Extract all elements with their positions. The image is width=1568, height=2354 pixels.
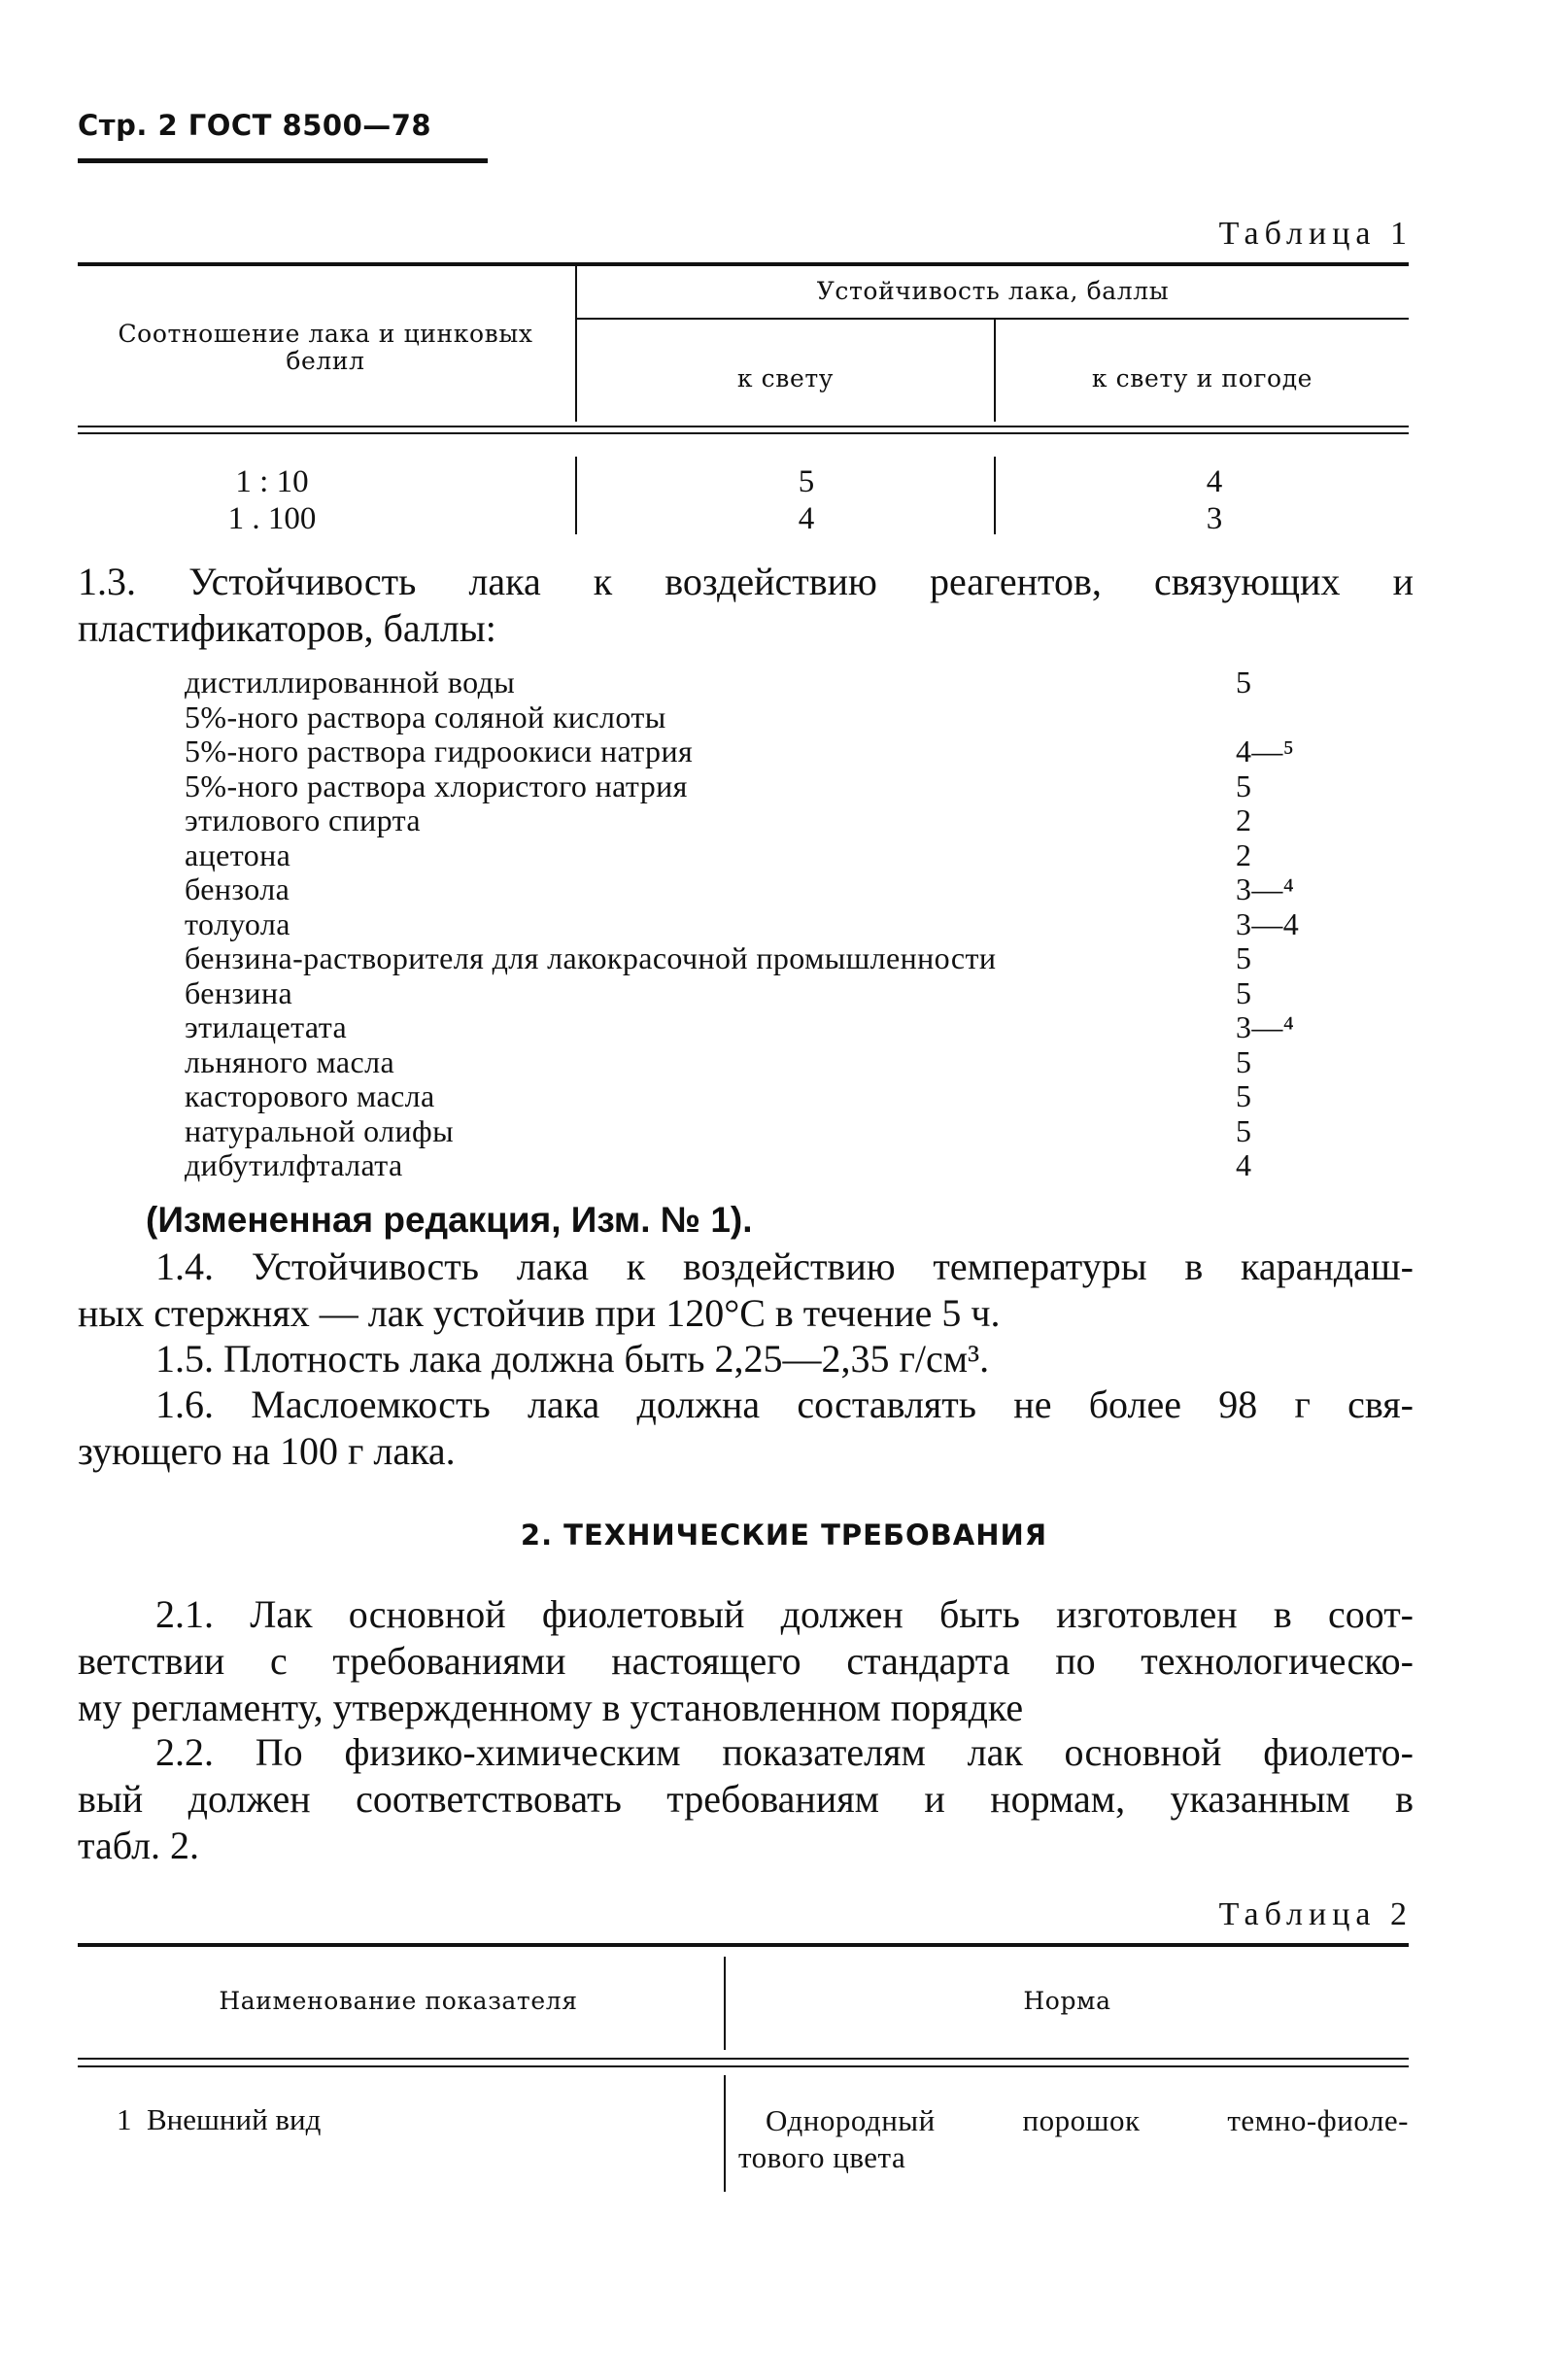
table1-col3-header: к свету и погоде [1091, 364, 1313, 392]
table1-cell: 1 . 100 [227, 501, 317, 536]
reagent-score: 5 [1236, 768, 1252, 803]
table1-header-rule-a [78, 426, 1409, 427]
table2-row1-norm [738, 2102, 1409, 2176]
reagent-name: этилацетата [185, 1009, 348, 1044]
para-line: 1.4. Устойчивость лака к воздействию температуры в карандаш- [155, 1245, 1414, 1288]
reagent-score: 5 [1236, 974, 1252, 1010]
header-rule [78, 158, 488, 163]
reagent-row [185, 907, 1302, 942]
para-line: табл. 2. [78, 1824, 200, 1867]
reagent-name: бензола [185, 871, 290, 906]
para-line: ных стержнях — лак устойчив при 120°С в течение 5 ч. [78, 1291, 1001, 1335]
reagent-row [185, 872, 1302, 907]
reagent-score: 4 [1236, 1147, 1252, 1182]
table1-body-divider [575, 457, 577, 534]
page-header: Стр. 2 ГОСТ 8500—78 [78, 109, 432, 142]
reagent-row [185, 803, 1302, 838]
table1-cell: 4 [798, 501, 815, 536]
table2-norm-line: тового цвета [738, 2140, 906, 2174]
table2-body-divider [724, 2075, 726, 2192]
para-line: 2.1. Лак основной фиолетовый должен быть изготовлен в соот- [155, 1592, 1414, 1636]
reagent-row [185, 734, 1302, 769]
reagent-name: 5%-ного раствора хлористого натрия [185, 768, 688, 803]
table1-cell: 5 [798, 464, 815, 499]
section-2-title: 2. ТЕХНИЧЕСКИЕ ТРЕБОВАНИЯ [520, 1518, 1048, 1552]
reagent-name: дибутилфталата [185, 1147, 403, 1182]
table2-header-rule-b [78, 2065, 1409, 2067]
reagent-name: касторового масла [185, 1078, 435, 1113]
table2-caption: Таблица 2 [1218, 1896, 1413, 1932]
para-line: вый должен соответствовать требованиям и нормам, указанным в [78, 1777, 1414, 1821]
para-1-4 [78, 1244, 1414, 1337]
para-line: 1.3. Устойчивость лака к воздействию реагентов, связующих и [78, 560, 1414, 603]
reagent-name: толуола [185, 905, 290, 941]
reagent-score: 4—⁵ [1236, 733, 1295, 768]
table1-top-rule [78, 262, 1409, 266]
table2-norm-line: Однородный порошок темно-фиоле- [766, 2103, 1409, 2137]
reagent-list [185, 665, 1302, 1183]
reagent-row [185, 1114, 1302, 1149]
reagent-score: 3—⁴ [1236, 871, 1295, 906]
table1-col1-header: Соотношение лака и цинковых белил [118, 320, 533, 375]
reagent-name: льняного масла [185, 1043, 395, 1079]
para-line: 2.2. По физико-химическим показателям лак основной фиолето- [155, 1730, 1414, 1774]
table2-col2-header: Норма [1023, 1987, 1111, 2015]
table1-header-rule-b [78, 432, 1409, 434]
para-line: ветствии с требованиями настоящего стандарта по технологическо- [78, 1639, 1414, 1683]
table2-row1-name: 1 Внешний вид [117, 2102, 322, 2136]
reagent-row [185, 665, 1302, 700]
table1 [78, 262, 1409, 534]
reagent-name: дистиллированной воды [185, 665, 516, 699]
reagent-name: 5%-ного раствора гидроокиси натрия [185, 733, 694, 768]
reagent-score: 3—4 [1236, 905, 1300, 941]
table1-body-subdivider [994, 457, 996, 534]
table2-col1-header: Наименование показателя [219, 1987, 578, 2015]
table1-cell: 4 [1206, 464, 1223, 499]
para-line: зующего на 100 г лака. [78, 1429, 456, 1473]
table1-group-rule [577, 318, 1409, 320]
para-2-2 [78, 1729, 1414, 1869]
table1-group-header: Устойчивость лака, баллы [816, 277, 1170, 305]
reagent-row [185, 838, 1302, 873]
para-1-6 [78, 1382, 1414, 1475]
reagent-row [185, 1010, 1302, 1045]
table2 [78, 1943, 1409, 2225]
reagent-row [185, 769, 1302, 804]
reagent-name: этилового спирта [185, 802, 422, 837]
reagent-row [185, 941, 1302, 976]
reagent-name: бензина-растворителя для лакокрасочной промышленности [185, 940, 997, 975]
reagent-score: 3—⁴ [1236, 1009, 1295, 1044]
reagent-row [185, 1148, 1302, 1183]
table2-top-rule [78, 1943, 1409, 1947]
reagent-row [185, 1079, 1302, 1114]
table1-col2-header: к свету [736, 364, 835, 392]
reagent-name: бензина [185, 974, 293, 1010]
reagent-row [185, 700, 1302, 735]
table1-cell: 3 [1206, 501, 1223, 536]
reagent-score: 5 [1236, 940, 1252, 975]
reagent-name: 5%-ного раствора соляной кислоты [185, 699, 666, 734]
reagent-name: натуральной олифы [185, 1112, 455, 1148]
para-1-3 [78, 559, 1414, 652]
reagent-row [185, 976, 1302, 1011]
para-1-5: 1.5. Плотность лака должна быть 2,25—2,35 г/см³. [155, 1337, 990, 1381]
para-2-1 [78, 1591, 1414, 1731]
para-line: му регламенту, утвержденному в установленном порядке [78, 1686, 1024, 1729]
reagent-row [185, 1045, 1302, 1080]
para-line: 1.6. Маслоемкость лака должна составлять не более 98 г свя- [155, 1382, 1414, 1426]
reagent-score: 5 [1236, 1043, 1252, 1079]
reagent-name: ацетона [185, 836, 291, 872]
para-line: пластификаторов, баллы: [78, 606, 496, 650]
reagent-score: 5 [1236, 665, 1252, 699]
table1-cell: 1 : 10 [235, 464, 309, 499]
reagent-score: 5 [1236, 1078, 1252, 1113]
revision-note: (Измененная редакция, Изм. № 1). [146, 1200, 753, 1240]
table1-caption: Таблица 1 [1218, 216, 1413, 252]
reagent-score: 5 [1236, 1112, 1252, 1148]
reagent-score: 2 [1236, 802, 1252, 837]
reagent-score: 2 [1236, 836, 1252, 872]
table2-header-rule-a [78, 2058, 1409, 2060]
